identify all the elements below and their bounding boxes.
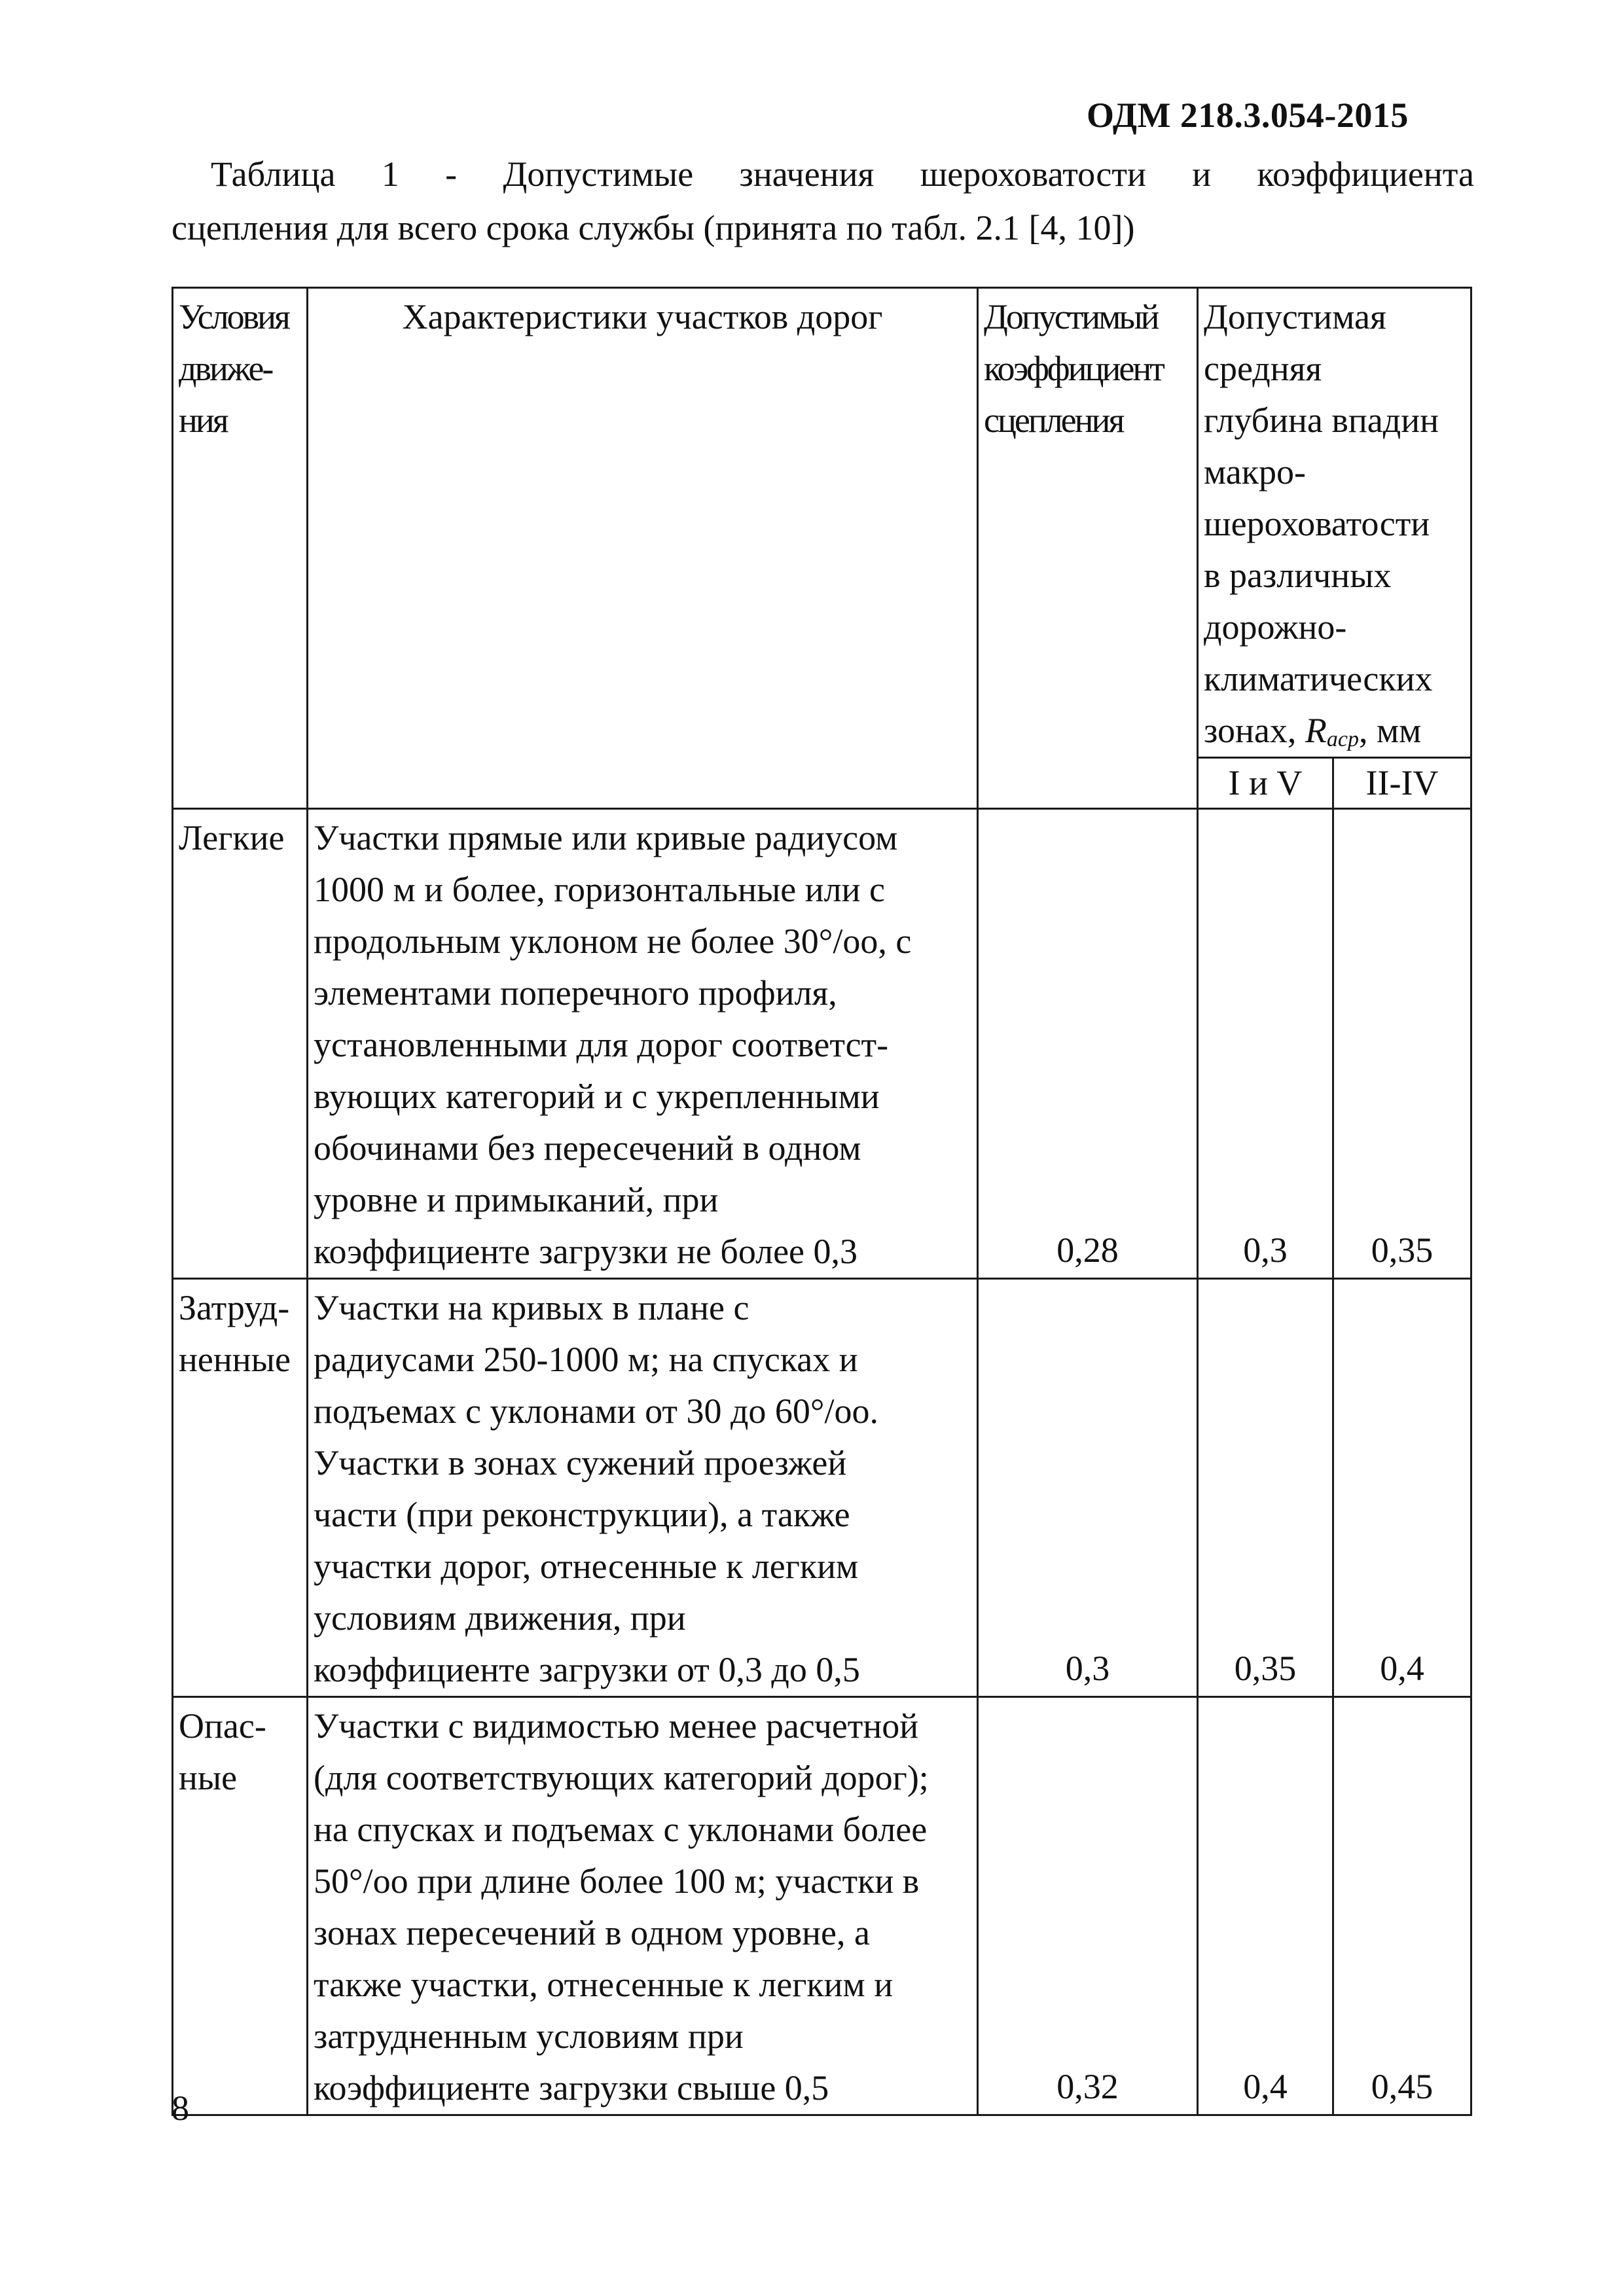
desc-line: 1000 м и более, горизонтальные или с — [314, 870, 885, 909]
header-macro-roughness-depth — [1198, 288, 1471, 758]
header-line: макро- — [1204, 452, 1306, 492]
header-traffic-conditions — [173, 288, 308, 809]
table-row-difficult — [173, 1279, 1471, 1697]
depth-zone-ii-iv-value: 0,45 — [1333, 1697, 1471, 2115]
depth-zone-ii-iv-value: 0,35 — [1333, 809, 1471, 1279]
description-cell — [308, 1697, 978, 2115]
desc-line: также участки, отнесенные к легким и — [314, 1965, 893, 2004]
description-cell — [308, 1279, 978, 1697]
table-header-row — [173, 288, 1471, 758]
condition-line: Легкие — [179, 818, 285, 857]
condition-line: ные — [179, 1758, 238, 1797]
desc-line: условиям движения, при — [314, 1598, 686, 1638]
desc-line: затрудненным условиям при — [314, 2017, 744, 2056]
page-number: 8 — [171, 2089, 189, 2128]
desc-line: (для соответствующих категорий дорог); — [314, 1758, 929, 1797]
desc-line: 50°/оо при длине более 100 м; участки в — [314, 1861, 920, 1901]
header-line: дорожно- — [1204, 607, 1347, 647]
header-line: в различных — [1204, 556, 1392, 595]
condition-cell — [173, 809, 308, 1279]
roughness-symbol: R — [1305, 711, 1327, 750]
table-row-light — [173, 809, 1471, 1279]
desc-line: продольным уклоном не более 30°/оо, с — [314, 922, 912, 961]
header-line: Характеристики участков дорог — [402, 297, 883, 336]
header-line: зонах, $R_{acp}$, мм — [1204, 711, 1422, 751]
desc-line: обочинами без пересечений в одном — [314, 1128, 861, 1168]
header-line: Допустимая — [1204, 297, 1386, 336]
header-line: движе- — [179, 349, 272, 388]
condition-line: ненные — [179, 1340, 291, 1379]
desc-line: участки дорог, отнесенные к легким — [314, 1547, 859, 1586]
desc-line: на спусках и подъемах с уклонами более — [314, 1810, 928, 1849]
desc-line: коэффициенте загрузки от 0,3 до 0,5 — [314, 1650, 860, 1689]
desc-line: элементами поперечного профиля, — [314, 973, 837, 1013]
desc-line: радиусами 250-1000 м; на спусках и — [314, 1340, 858, 1379]
condition-cell — [173, 1697, 308, 2115]
norms-table — [171, 287, 1472, 2116]
table-caption-line-2: сцепления для всего срока службы (принята по табл. 2.1 [4, 10]) — [171, 208, 1135, 247]
table-caption — [171, 147, 1474, 255]
description-cell — [308, 809, 978, 1279]
depth-zone-i-v-value: 0,35 — [1198, 1279, 1333, 1697]
desc-line: Участки на кривых в плане с — [314, 1288, 749, 1327]
desc-line: коэффициенте загрузки свыше 0,5 — [314, 2068, 829, 2108]
roughness-symbol-subscript: acp — [1326, 727, 1359, 751]
coefficient-value: 0,28 — [978, 809, 1198, 1279]
condition-line: Затруд- — [179, 1288, 290, 1327]
desc-line: Участки с видимостью менее расчетной — [314, 1706, 919, 1746]
desc-line: коэффициенте загрузки не более 0,3 — [314, 1232, 858, 1271]
header-line: глубина впадин — [1204, 401, 1439, 440]
header-line: ния — [179, 401, 227, 440]
header-road-characteristics — [308, 288, 978, 809]
desc-line: вующих категорий и с укрепленными — [314, 1077, 880, 1116]
condition-line: Опас- — [179, 1706, 266, 1746]
coefficient-value: 0,3 — [978, 1279, 1198, 1697]
depth-zone-i-v-value: 0,4 — [1198, 1697, 1333, 2115]
desc-line: зонах пересечений в одном уровне, а — [314, 1913, 870, 1952]
header-adhesion-coefficient — [978, 288, 1198, 809]
desc-line: установленными для дорог соответст- — [314, 1025, 889, 1064]
header-line: сцепления — [984, 401, 1123, 440]
table-row-dangerous — [173, 1697, 1471, 2115]
header-line: шероховатости — [1204, 504, 1430, 543]
header-line: средняя — [1204, 349, 1322, 388]
desc-line: Участки в зонах сужений проезжей — [314, 1443, 847, 1482]
coefficient-value: 0,32 — [978, 1697, 1198, 2115]
header-zone-ii-iv: II-IV — [1333, 758, 1471, 809]
desc-line: Участки прямые или кривые радиусом — [314, 818, 898, 857]
desc-line: части (при реконструкции), а также — [314, 1495, 850, 1534]
condition-cell — [173, 1279, 308, 1697]
table-caption-line-1: Таблица 1 - Допустимые значения шероховатости и коэффициента — [211, 154, 1474, 194]
document-code: ОДМ 218.3.054-2015 — [1087, 96, 1409, 135]
header-line: коэффициент — [984, 349, 1163, 388]
header-line: Условия — [179, 297, 289, 336]
header-zone-i-v: I и V — [1198, 758, 1333, 809]
header-line: Допустимый — [984, 297, 1158, 336]
header-line: климатических — [1204, 659, 1433, 698]
desc-line: уровне и примыканий, при — [314, 1180, 719, 1219]
depth-zone-i-v-value: 0,3 — [1198, 809, 1333, 1279]
desc-line: подъемах с уклонами от 30 до 60°/оо. — [314, 1391, 879, 1431]
depth-zone-ii-iv-value: 0,4 — [1333, 1279, 1471, 1697]
